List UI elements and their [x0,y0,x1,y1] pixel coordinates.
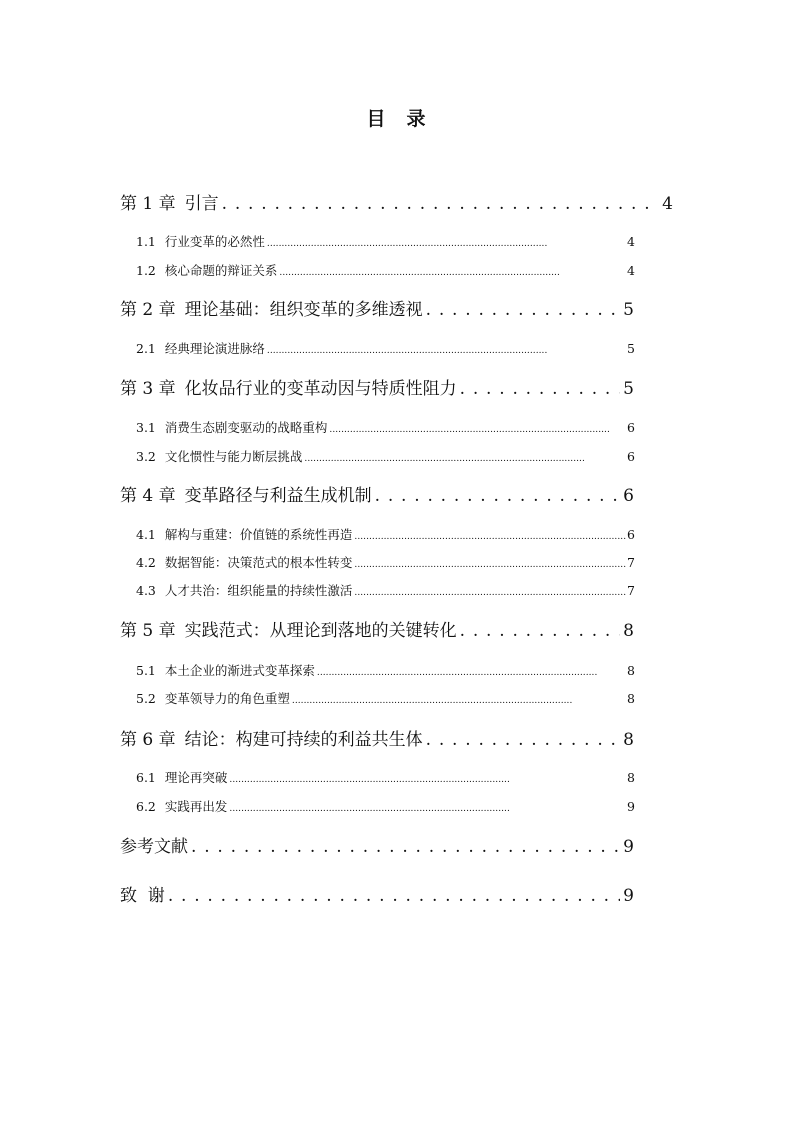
chapter-title: 参考文献 [120,837,188,857]
toc-entry-section-1-2[interactable] [136,262,635,280]
toc-title-char-2: 录 [406,108,427,130]
page-number: 8 [623,621,634,641]
toc-entry-section-4-2[interactable] [136,554,635,572]
page-number: 8 [627,663,635,678]
section-title: 解构与重建：价值链的系统性再造 [164,527,353,542]
leader-dots [375,484,621,508]
page-number: 7 [627,583,635,598]
page-number: 9 [623,837,634,857]
toc-entry-section-6-1[interactable] [136,769,635,787]
chapter-number: 第 1 章 [120,194,176,214]
chapter-number: 第 2 章 [120,300,176,320]
toc-title [0,104,793,131]
section-title: 变革领导力的角色重塑 [164,691,290,706]
toc-entry-chapter-5[interactable] [120,619,634,643]
toc-entry-section-5-1[interactable] [136,662,635,680]
toc-entry-section-2-1[interactable] [136,340,635,358]
page-number: 4 [627,234,635,249]
page-number: 6 [627,449,635,464]
chapter-title: 结论：构建可持续的利益共生体 [184,730,423,750]
toc-entry-chapter-2[interactable] [120,298,634,322]
page-number: 5 [627,341,635,356]
toc-entry-chapter-6[interactable] [120,728,634,752]
toc-entry-chapter-1[interactable] [120,192,673,216]
chapter-title: 引言 [184,194,219,214]
leader-dots [222,192,660,216]
leader-dots [426,728,621,752]
page-number: 8 [627,691,635,706]
chapter-title: 理论基础：组织变革的多维透视 [184,300,423,320]
page-number: 6 [623,486,634,506]
toc-entry-section-1-1[interactable] [136,233,635,251]
page-number: 7 [627,555,635,570]
page-number: 6 [627,527,635,542]
section-title: 行业变革的必然性 [164,234,265,249]
page-number: 8 [623,730,634,750]
leader-dots [229,805,626,814]
section-number: 1.1 [136,234,156,249]
chapter-title: 实践范式：从理论到落地的关键转化 [184,621,457,641]
toc-entry-section-4-3[interactable] [136,582,635,600]
page-number: 9 [627,799,635,814]
toc-entry-section-5-2[interactable] [136,690,635,708]
toc-title-char-1: 目 [366,108,387,130]
section-title: 经典理论演进脉络 [164,341,265,356]
section-number: 6.2 [136,799,156,814]
leader-dots [168,884,620,908]
section-number: 6.1 [136,770,156,785]
page-number: 8 [627,770,635,785]
leader-dots [279,269,626,278]
page-number: 6 [627,420,635,435]
leader-dots [460,377,621,401]
page-number: 5 [623,300,634,320]
section-number: 3.2 [136,449,156,464]
section-number: 3.1 [136,420,156,435]
section-number: 4.2 [136,555,156,570]
leader-dots [267,240,626,249]
chapter-number: 第 3 章 [120,379,176,399]
chapter-title: 化妆品行业的变革动因与特质性阻力 [184,379,457,399]
toc-entry-section-4-1[interactable] [136,526,635,544]
section-title: 核心命题的辩证关系 [164,263,278,278]
toc-entry-section-3-2[interactable] [136,448,635,466]
section-number: 4.1 [136,527,156,542]
leader-dots [292,697,626,706]
toc-entry-section-6-2[interactable] [136,798,635,816]
chapter-number: 第 5 章 [120,621,176,641]
page-number: 5 [623,379,634,399]
section-number: 4.3 [136,583,156,598]
toc-entry-chapter-3[interactable] [120,377,634,401]
toc-entry-section-3-1[interactable] [136,419,635,437]
section-title: 实践再出发 [164,799,228,814]
chapter-number: 第 4 章 [120,486,176,506]
section-number: 1.2 [136,263,156,278]
leader-dots [354,589,626,598]
section-number: 2.1 [136,341,156,356]
section-title: 文化惯性与能力断层挑战 [164,449,303,464]
section-number: 5.1 [136,663,156,678]
leader-dots [191,835,620,859]
leader-dots [354,533,626,542]
leader-dots [267,347,626,356]
section-title: 消费生态剧变驱动的战略重构 [164,420,328,435]
chapter-number: 第 6 章 [120,730,176,750]
section-title: 数据智能：决策范式的根本性转变 [164,555,353,570]
leader-dots [329,426,626,435]
chapter-title: 致 谢 [120,886,165,906]
page-number: 4 [627,263,635,278]
leader-dots [426,298,621,322]
leader-dots [229,776,626,785]
section-title: 人才共治：组织能量的持续性激活 [164,583,353,598]
section-title: 本土企业的渐进式变革探索 [164,663,315,678]
leader-dots [304,455,626,464]
section-title: 理论再突破 [164,770,228,785]
toc-entry-references[interactable] [120,835,634,859]
leader-dots [460,619,621,643]
section-number: 5.2 [136,691,156,706]
chapter-title: 变革路径与利益生成机制 [184,486,372,506]
toc-entry-chapter-4[interactable] [120,484,634,508]
leader-dots [354,561,626,570]
toc-entry-acknowledgements[interactable] [120,884,634,908]
leader-dots [317,669,626,678]
page-number: 4 [662,194,673,214]
page-number: 9 [623,886,634,906]
